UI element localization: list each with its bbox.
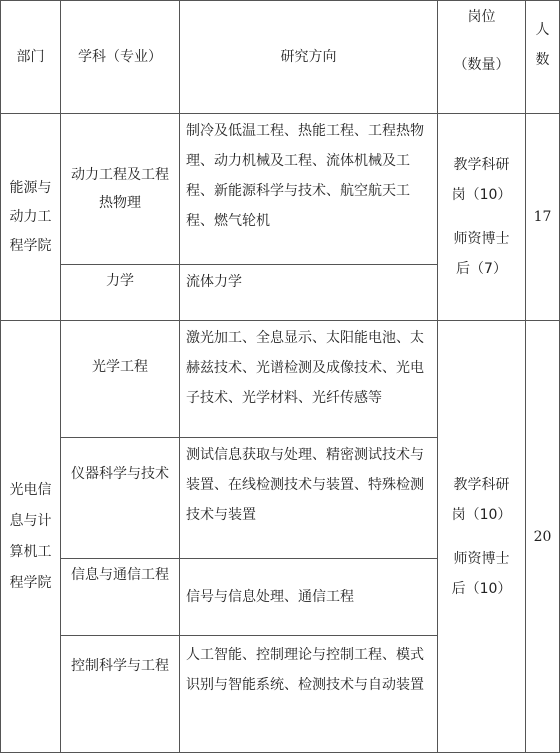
header-subject: 学科（专业） — [61, 1, 180, 114]
subject-cell: 动力工程及工程热物理 — [61, 114, 180, 265]
header-count-line1: 人 — [535, 22, 550, 38]
direction-cell: 信号与信息处理、通信工程 — [180, 559, 438, 636]
position-postdoc: 师资博士后（10） — [451, 550, 512, 597]
count-cell: 20 — [526, 321, 560, 753]
subject-cell: 光学工程 — [61, 321, 180, 438]
table-row — [1, 114, 560, 265]
position-teaching: 教学科研岗（10） — [451, 157, 512, 203]
direction-cell: 制冷及低温工程、热能工程、工程热物理、动力机械及工程、流体机械及工程、新能源科学与技术、航空航天工程、燃气轮机 — [180, 114, 438, 265]
department-cell: 光电信息与计算机工程学院 — [1, 321, 61, 753]
subject-cell: 信息与通信工程 — [61, 559, 180, 636]
position-teaching: 教学科研岗（10） — [451, 476, 512, 523]
subject-cell: 控制科学与工程 — [61, 636, 180, 753]
subject-cell: 力学 — [61, 265, 180, 321]
position-postdoc: 师资博士后（7） — [453, 231, 510, 277]
direction-cell: 测试信息获取与处理、精密测试技术与装置、在线检测技术与装置、特殊检测技术与装置 — [180, 438, 438, 559]
header-department: 部门 — [1, 1, 61, 114]
header-position-label: 岗位 — [467, 9, 496, 25]
table-row — [1, 321, 560, 438]
header-row — [1, 1, 560, 114]
header-position — [438, 1, 526, 114]
header-direction: 研究方向 — [180, 1, 438, 114]
header-count-line2: 数 — [535, 52, 550, 68]
position-cell — [438, 321, 526, 753]
count-cell: 17 — [526, 114, 560, 321]
subject-cell: 仪器科学与技术 — [61, 438, 180, 559]
header-count — [526, 1, 560, 114]
position-cell — [438, 114, 526, 321]
department-cell: 能源与动力工程学院 — [1, 114, 61, 321]
header-position-qty: （数量） — [453, 57, 510, 73]
direction-cell: 激光加工、全息显示、太阳能电池、太赫兹技术、光谱检测及成像技术、光电子技术、光学材料、光纤传感等 — [180, 321, 438, 438]
direction-cell: 流体力学 — [180, 265, 438, 321]
direction-cell: 人工智能、控制理论与控制工程、模式识别与智能系统、检测技术与自动装置 — [180, 636, 438, 753]
